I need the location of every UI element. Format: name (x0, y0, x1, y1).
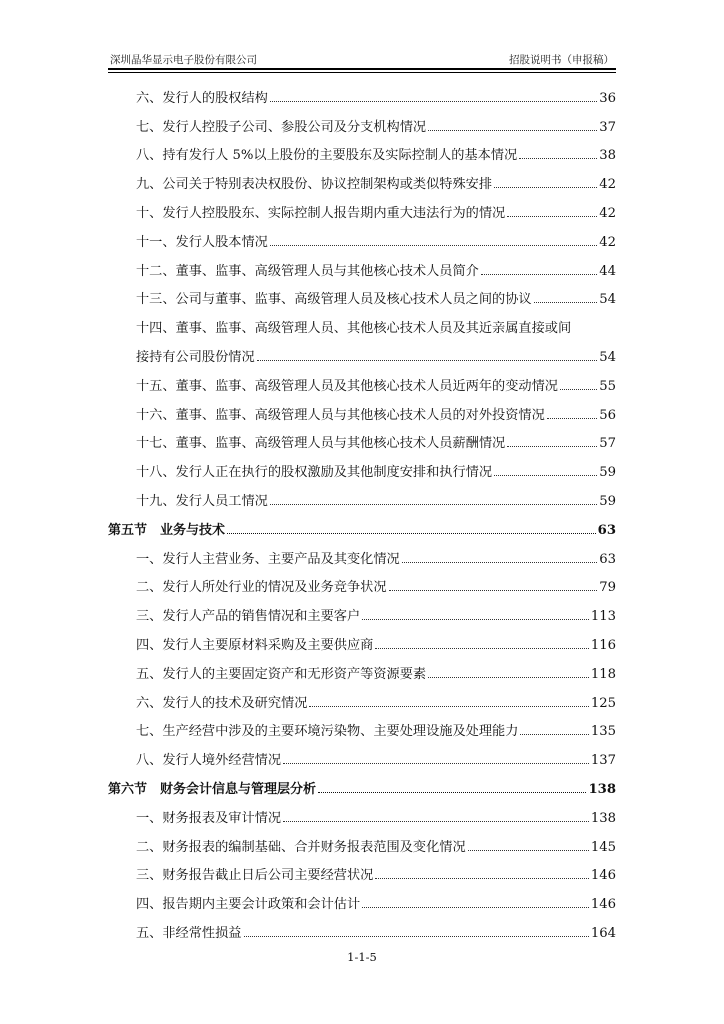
header-rule-thick (108, 68, 616, 70)
toc-entry-label: 三、发行人产品的销售情况和主要客户 (136, 609, 361, 625)
toc-entry-label: 十七、董事、监事、高级管理人员与其他核心技术人员薪酬情况 (136, 436, 506, 452)
toc-entry[interactable] (108, 228, 616, 257)
toc-entry-label: 六、发行人的股权结构 (136, 90, 268, 106)
toc-dot-leader (507, 216, 597, 217)
table-of-contents (108, 84, 616, 948)
header-document-title: 招股说明书（申报稿） (509, 54, 614, 66)
toc-entry-page: 145 (590, 839, 616, 855)
toc-entry-label: 十一、发行人股本情况 (136, 234, 268, 250)
toc-entry[interactable] (108, 574, 616, 603)
toc-entry[interactable] (108, 919, 616, 948)
toc-dot-leader (534, 302, 598, 303)
toc-section-entry[interactable] (108, 516, 616, 545)
toc-dot-leader (257, 360, 598, 361)
toc-dot-leader (283, 821, 589, 822)
toc-entry-label: 十、发行人控股股东、实际控制人报告期内重大违法行为的情况 (136, 205, 506, 221)
toc-entry-page: 118 (590, 666, 616, 682)
toc-entry[interactable] (108, 257, 616, 286)
toc-entry[interactable] (108, 458, 616, 487)
toc-entry-page: 36 (599, 90, 616, 106)
toc-entry-label: 三、财务报告截止日后公司主要经营状况 (136, 868, 374, 884)
toc-entry-label: 十二、董事、监事、高级管理人员与其他核心技术人员简介 (136, 263, 479, 279)
toc-entry-page: 116 (590, 637, 616, 653)
toc-dot-leader (362, 619, 589, 620)
toc-entry-label: 十五、董事、监事、高级管理人员及其他核心技术人员近两年的变动情况 (136, 378, 558, 394)
toc-entry-page: 37 (599, 119, 616, 135)
toc-entry[interactable] (108, 372, 616, 401)
toc-dot-leader (362, 907, 589, 908)
toc-entry-page: 138 (590, 810, 616, 826)
toc-dot-leader (375, 648, 588, 649)
toc-entry-label: 十六、董事、监事、高级管理人员与其他核心技术人员的对外投资情况 (136, 407, 545, 423)
toc-dot-leader (519, 158, 597, 159)
toc-dot-leader (270, 504, 597, 505)
toc-entry[interactable] (108, 343, 616, 372)
toc-entry[interactable] (108, 314, 616, 343)
toc-entry-label: 四、发行人主要原材料采购及主要供应商 (136, 637, 374, 653)
toc-entry-label: 十八、发行人正在执行的股权激励及其他制度安排和执行情况 (136, 465, 493, 481)
toc-entry[interactable] (108, 804, 616, 833)
toc-entry-label: 第五节 业务与技术 (108, 522, 226, 538)
toc-dot-leader (428, 677, 589, 678)
toc-entry-label: 八、持有发行人 5%以上股份的主要股东及实际控制人的基本情况 (136, 148, 518, 164)
toc-entry[interactable] (108, 170, 616, 199)
toc-entry-label: 一、财务报表及审计情况 (136, 810, 282, 826)
header-rule-thin (108, 72, 616, 73)
toc-entry-label: 十四、董事、监事、高级管理人员、其他核心技术人员及其近亲属直接或间 (136, 321, 572, 337)
toc-entry-page: 54 (599, 349, 616, 365)
toc-entry-page: 146 (590, 897, 616, 913)
toc-entry[interactable] (108, 84, 616, 113)
toc-entry-page: 38 (599, 148, 616, 164)
toc-entry[interactable] (108, 862, 616, 891)
toc-entry-page: 164 (590, 925, 616, 941)
toc-entry[interactable] (108, 199, 616, 228)
toc-entry-label: 二、发行人所处行业的情况及业务竞争状况 (136, 580, 387, 596)
toc-entry-label: 七、发行人控股子公司、参股公司及分支机构情况 (136, 119, 427, 135)
toc-dot-leader (468, 850, 589, 851)
toc-entry-page: 42 (599, 177, 616, 193)
toc-entry-page: 57 (599, 436, 616, 452)
toc-entry-label: 二、财务报表的编制基础、合并财务报表范围及变化情况 (136, 839, 466, 855)
toc-entry-page: 113 (590, 609, 616, 625)
toc-entry-page: 138 (588, 781, 616, 797)
toc-entry-label: 接持有公司股份情况 (136, 349, 255, 365)
toc-dot-leader (547, 418, 597, 419)
toc-entry-page: 146 (590, 868, 616, 884)
toc-dot-leader (318, 792, 586, 793)
page-number: 1-1-5 (347, 950, 377, 964)
toc-entry-page: 125 (590, 695, 616, 711)
toc-entry[interactable] (108, 142, 616, 171)
toc-entry-label: 七、生产经营中涉及的主要环境污染物、主要处理设施及处理能力 (136, 724, 519, 740)
toc-dot-leader (402, 562, 597, 563)
toc-entry-page: 135 (590, 724, 616, 740)
toc-entry[interactable] (108, 430, 616, 459)
toc-entry[interactable] (108, 113, 616, 142)
toc-dot-leader (270, 245, 597, 246)
toc-entry-label: 十九、发行人员工情况 (136, 493, 268, 509)
toc-entry[interactable] (108, 286, 616, 315)
toc-entry-page: 79 (599, 580, 616, 596)
toc-entry[interactable] (108, 602, 616, 631)
toc-dot-leader (481, 274, 597, 275)
toc-dot-leader (244, 936, 589, 937)
toc-entry-page: 42 (599, 205, 616, 221)
toc-entry[interactable] (108, 401, 616, 430)
toc-dot-leader (494, 475, 597, 476)
toc-entry-page: 55 (599, 378, 616, 394)
toc-entry[interactable] (108, 746, 616, 775)
toc-entry-label: 九、公司关于特别表决权股份、协议控制架构或类似特殊安排 (136, 177, 493, 193)
header-company-name: 深圳晶华显示电子股份有限公司 (110, 54, 257, 66)
toc-entry-label: 一、发行人主营业务、主要产品及其变化情况 (136, 551, 400, 567)
toc-dot-leader (283, 763, 589, 764)
toc-entry[interactable] (108, 660, 616, 689)
toc-dot-leader (227, 533, 596, 534)
toc-entry-page: 63 (597, 522, 616, 538)
toc-dot-leader (270, 101, 597, 102)
toc-dot-leader (428, 130, 597, 131)
toc-section-entry[interactable] (108, 775, 616, 804)
toc-entry[interactable] (108, 487, 616, 516)
toc-entry-page: 63 (599, 551, 616, 567)
toc-entry[interactable] (108, 890, 616, 919)
toc-entry[interactable] (108, 833, 616, 862)
toc-entry-page: 59 (599, 493, 616, 509)
toc-entry-page: 44 (599, 263, 616, 279)
toc-dot-leader (389, 590, 598, 591)
toc-entry-page: 56 (599, 407, 616, 423)
toc-entry[interactable] (108, 689, 616, 718)
toc-dot-leader (494, 187, 597, 188)
toc-dot-leader (520, 734, 588, 735)
toc-entry-page: 54 (599, 292, 616, 308)
toc-entry-label: 六、发行人的技术及研究情况 (136, 695, 308, 711)
toc-entry-label: 四、报告期内主要会计政策和会计估计 (136, 897, 361, 913)
toc-entry-label: 五、非经常性损益 (136, 925, 242, 941)
toc-dot-leader (375, 878, 588, 879)
toc-dot-leader (507, 446, 597, 447)
toc-dot-leader (560, 389, 597, 390)
toc-entry-label: 五、发行人的主要固定资产和无形资产等资源要素 (136, 666, 427, 682)
toc-entry-page: 137 (590, 753, 616, 769)
toc-entry-label: 十三、公司与董事、监事、高级管理人员及核心技术人员之间的协议 (136, 292, 532, 308)
toc-entry[interactable] (108, 545, 616, 574)
toc-entry[interactable] (108, 718, 616, 747)
toc-entry-page: 59 (599, 465, 616, 481)
toc-entry-label: 八、发行人境外经营情况 (136, 753, 282, 769)
toc-dot-leader (309, 706, 588, 707)
toc-entry-label: 第六节 财务会计信息与管理层分析 (108, 781, 317, 797)
toc-entry-page: 42 (599, 234, 616, 250)
page-header (108, 50, 616, 68)
toc-entry[interactable] (108, 631, 616, 660)
